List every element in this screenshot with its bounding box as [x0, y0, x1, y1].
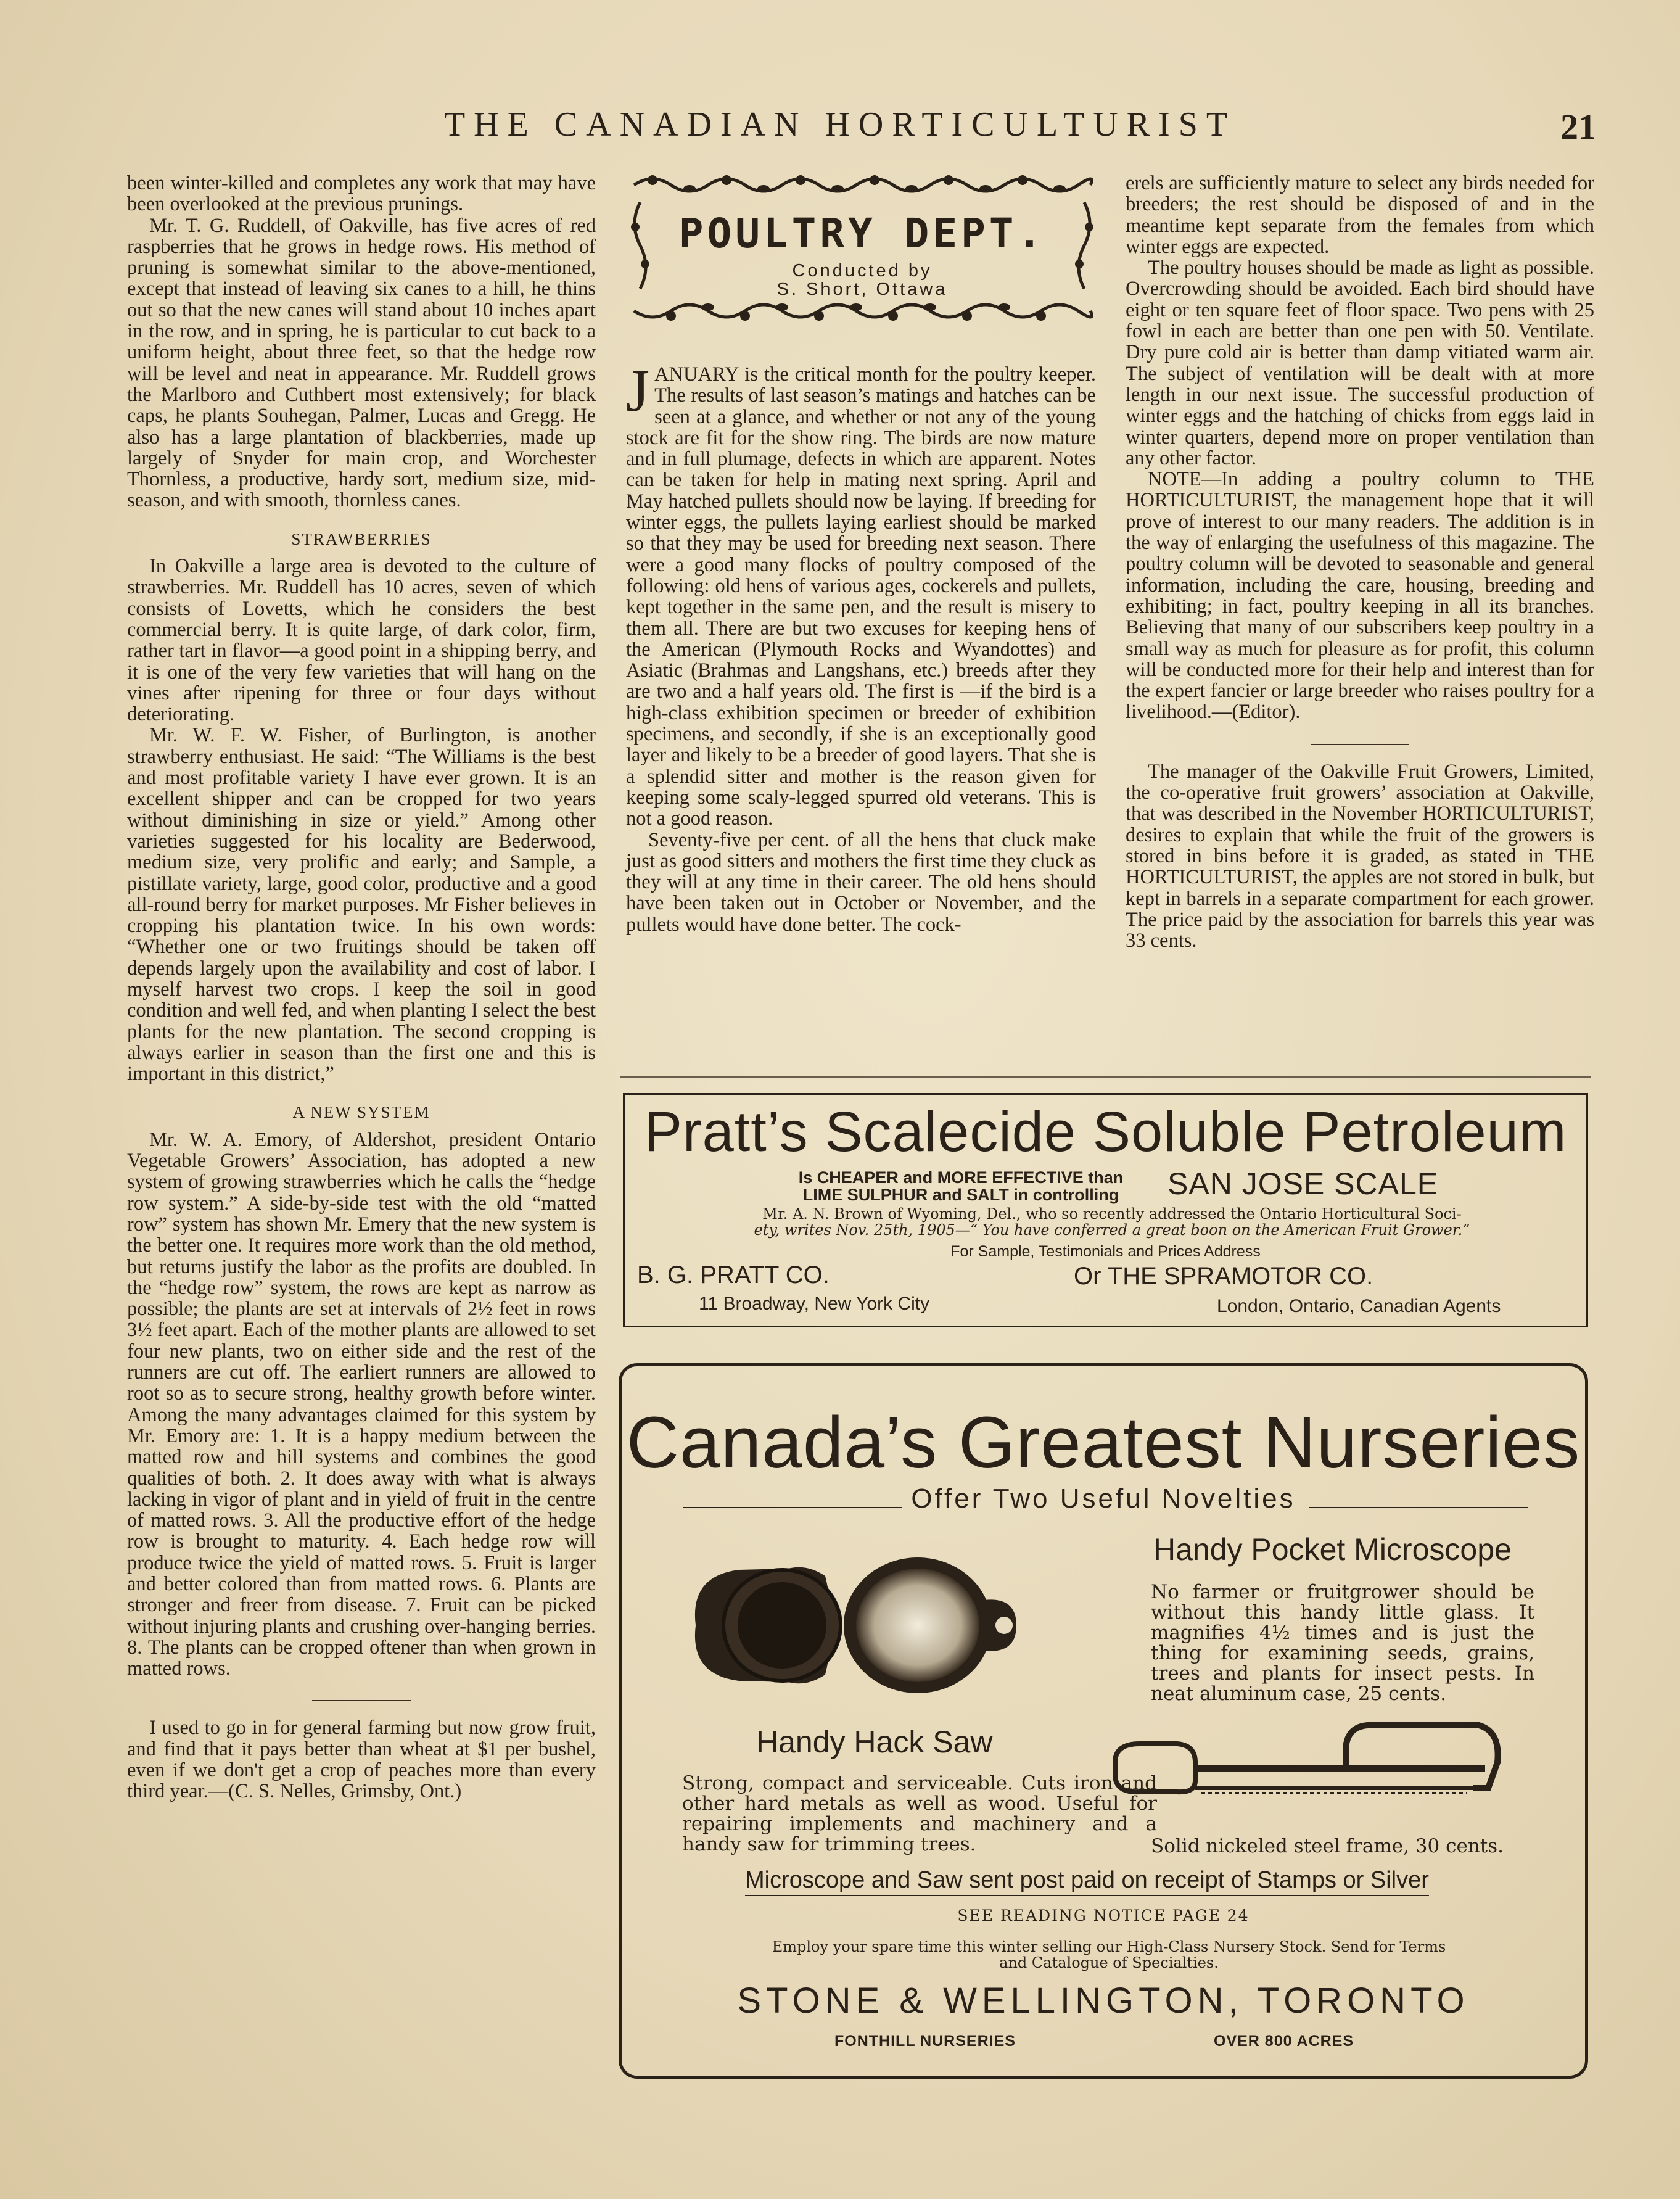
hacksaw-heading: Handy Hack Saw [756, 1725, 993, 1759]
mail-line: Microscope and Saw sent post paid on receipt of Stamps or Silver [745, 1867, 1429, 1896]
paragraph: The manager of the Oakville Fruit Growers, Limited, the co-operative fruit growers’ association at Oakville, that was described in the November HORTICULTURIST, desires to explain that while the fruit of the growers is stored in bins before it is graded, as stated in THE HORTICULTURIST, the apples are not stored in bulk, but kept in barrels in a separate compartment for each grower. The price paid by the association for barrels this year was 33 cents. [1126, 760, 1594, 952]
testimonial-line: ety, writes Nov. 25th, 1905—“ You have conferred a great boon on the American Fruit Grower.” [754, 1221, 1470, 1239]
microscope-illustration-icon [683, 1551, 1152, 1712]
pratt-claim [760, 1169, 1161, 1203]
pratt-advertisement [623, 1093, 1588, 1327]
paragraph [626, 358, 1096, 830]
pratt-headline: Pratt’s Scalecide Soluble Petroleum [644, 1100, 1567, 1163]
san-jose-scale: SAN JOSE SCALE [1167, 1166, 1439, 1201]
paragraph-note: NOTE—In adding a poultry column to THE HORTICULTURIST, the management hope that it will prove of interest to our many readers. The addition is in the way of enlarging the usefulness of this magazine. The poultry column will be devoted to seasonable and general information, including the care, housing, breeding and exhibiting; in fact, poultry keeping in all its branches. Believing that many of our subscribers keep poultry in a small way as much for pleasure as for profit, this column will be conducted more for their help and interest than for the expert fancier or large breeder who raises poultry for a livelihood.—(Editor). [1126, 468, 1594, 724]
pratt-company: B. G. PRATT CO. [637, 1261, 830, 1289]
byline-conducted: Conducted by [792, 261, 933, 281]
paragraph: The poultry houses should be made as light as possible. Overcrowding should be avoided. Each bird should have eight or ten square feet of floor space. Two pens with 25 fowl in each are better than one pen with 50. Ventilate. Dry pure cold air is better than damp vitiated warm air. The subject of ventilation will be dealt with at more length in our next issue. The successful production of winter eggs and the hatching of chicks from eggs laid in winter quarters, depend more on proper ventilation than any other factor. [1126, 257, 1594, 469]
section-heading-strawberries: STRAWBERRIES [291, 529, 432, 548]
rule-right [1309, 1507, 1528, 1508]
paragraph: Mr. T. G. Ruddell, of Oakville, has five acres of red raspberries that he grows in hedge rows. His method of pruning is somewhat similar to the above-mentioned, except that instead of leaving six canes to a hill, he thins out so that the new canes will stand about 10 inches apart in the row, and in spring, he is particular to cut back to a uniform height, about three feet, so that the hedge row will be level and neat in appearance. Mr. Ruddell grows the Marlboro and Cuthbert most extensively; for black caps, he plants Souhegan, Palmer, Lucas and Gregg. He also has a large plantation of blackberries, made up largely of Snyder for main crop, and Worchester Thornless, a productive, hardy sort, medium size, mid-season, and with smooth, thornless canes. [127, 214, 596, 512]
paragraph: erels are sufficiently mature to select any birds needed for breeders; the rest should be disposed of and in the meantime kept separate from the females from which winter eggs are expected. [1126, 172, 1594, 258]
spramotor-company: Or THE SPRAMOTOR CO. [1074, 1263, 1373, 1290]
firm-name: STONE & WELLINGTON, TORONTO [737, 1981, 1470, 2021]
hacksaw-illustration-icon [1103, 1719, 1534, 1830]
page-number: 21 [1560, 107, 1596, 147]
employ-text: Employ your spare time this winter selling our High-Class Nursery Stock. Send for Terms [772, 1938, 1446, 1955]
microscope-heading: Handy Pocket Microscope [1153, 1532, 1512, 1567]
pratt-address: 11 Broadway, New York City [699, 1293, 930, 1314]
page-header: THE CANADIAN HORTICULTURIST [443, 105, 1237, 144]
nurseries-title: Canada’s Greatest Nurseries [626, 1402, 1581, 1483]
poultry-title: POULTRY DEPT. [678, 210, 1046, 257]
acres-label: OVER 800 ACRES [1214, 2032, 1354, 2050]
drop-cap: J [626, 358, 650, 424]
paragraph: Seventy-five per cent. of all the hens that cluck make just as good sitters and mothers the first time they cluck as they will at any time in their career. The old hens should have been taken out in October or November, and the pullets would have done better. The cock- [626, 828, 1096, 936]
paragraph: Mr. W. A. Emory, of Aldershot, president Ontario Vegetable Growers’ Association, has adopted a new system of growing strawberries which he calls the “hedge row system.” A side-by-side test with the old “matted row” system has shown Mr. Emery that the new system is the better one. It requires more work than the old method, but returns justify the labor as the profits are doubled. In the “hedge row” system, the rows are kept as narrow as possible; the plants are set at intervals of 2½ feet in rows 3½ feet apart. Each of the mother plants are allowed to set four new plants, two on either side and the rest of the runners are cut off. The earliert runners are allowed to root so as to secure strong, healthy growth before winter. Among the many advantages claimed for this system by Mr. Emory are: 1. It is a happy medium between the matted row and hill systems and combines the good qualities of both. 2. It does away with what is always lacking in vigor of plant and in yield of fruit in the centre of matted rows. 3. All the productive effort of the hedge row is brought to maturity. 4. Each hedge row will produce twice the yield of matted rows. 5. Fruit is larger and better colored than from matted rows. 6. Plants are stronger and freer from disease. 7. Fruit can be picked without injuring plants and crushing over-hanging berries. 8. The plants can be cropped oftener than when grown in matted rows. [127, 1128, 596, 1680]
pratt-testimonial [717, 1206, 1507, 1238]
microscope-text: No farmer or fruitgrower should be without this handy little glass. It magnifies 4½ times and is just the thing for examining seeds, grains, trees and plants for insect pests. In neat aluminum case, 25 cents. [1151, 1581, 1534, 1705]
column-2 [626, 358, 1096, 936]
claim-line: LIME SULPHUR and SALT in controlling [802, 1186, 1119, 1204]
paragraph: Mr. W. F. W. Fisher, of Burlington, is another strawberry enthusiast. He said: “The Williams is the best and most profitable variety I have ever grown. It is an excellent shipper and can be cropped for two years without diminishing in size or yield.” Among other varieties suggested for his locality are Bederwood, medium size, very prolific and early; and Sample, a pistillate variety, large, good color, productive and a good all-round berry for market purposes. Mr Fisher believes in cropping his plantation twice. In his own words: “Whether one or two fruitings should be taken off depends largely upon the availability and cost of labor. I myself harvest two crops. I keep the soil in good condition and well fed, and when planting I select the best plants for the new plantation. The second cropping is always earlier in season than the first one and this is important in this district,” [127, 724, 596, 1086]
employ-text: and Catalogue of Specialties. [999, 1954, 1219, 1971]
reading-notice: SEE READING NOTICE PAGE 24 [957, 1907, 1250, 1925]
testimonial-line: Mr. A. N. Brown of Wyoming, Del., who so recently addressed the Ontario Horticultural Soci- [762, 1205, 1462, 1223]
byline-author: S. Short, Ottawa [776, 279, 948, 299]
paragraph-text: ANUARY is the critical month for the poultry keeper. The results of last season’s matings and hatches can be seen at a glance, and whether or not any of the young stock are fit for the show ring. The birds are now mature and in full plumage, defects in which are apparent. Notes can be taken for help in mating next spring. April and May hatched pullets should now be laying. If breeding for winter eggs, the pullets laying earliest should be marked so that they may be used for breeding next season. There were a good many flocks of poultry composed of the following: old hens of various ages, cockerels and pullets, kept together in the same pen, and the result is misery to them all. There are but two excuses for keeping hens of the American (Plymouth Rocks and Wyandottes) and Asiatic (Brahmas and Langshans, etc.) breeds after they are two and a half years old. The first is —if the bird is a high-class exhibition specimen or breeder of exhibition specimens, and secondly, if she is an exceptionally good layer and likely to be a breeder of good layers. That she is a splendid sitter and mother is the reason given for keeping some scaly-legged spurred old veterans. This is not a good reason. [626, 363, 1096, 830]
nurseries-offer: Offer Two Useful Novelties [911, 1483, 1296, 1514]
fonthill-label: FONTHILL NURSERIES [834, 2032, 1016, 2050]
column-1 [127, 173, 596, 1802]
poultry-byline [628, 262, 1097, 299]
vine-ornament-icon [628, 300, 1097, 324]
paragraph: I used to go in for general farming but now grow fruit, and find that it pays better than wheat at $1 per bushel, even if we don't get a crop of peaches more than every third year.—(C. S. Nelles, Grimsby, Ont.) [127, 1717, 596, 1803]
hacksaw-text: Strong, compact and serviceable. Cuts iron and other hard metals as well as wood. Useful for repairing implements and machinery and a handy saw for trimming trees. [682, 1772, 1157, 1855]
column-3 [1126, 173, 1594, 951]
separator-rule [312, 1700, 411, 1701]
pratt-sample-line: For Sample, Testimonials and Prices Address [950, 1243, 1261, 1260]
section-heading-new-system: A NEW SYSTEM [292, 1103, 430, 1122]
horizontal-rule [620, 1076, 1591, 1078]
paragraph: In Oakville a large area is devoted to the culture of strawberries. Mr. Ruddell has 10 acres, seven of which consists of Lovetts, which he considers the best commercial berry. It is quite large, of dark color, firm, rather tart in flavor—a good point in a shipping berry, and it is one of the very few varieties that will hang on the vines after ripening for three or four days without deteriorating. [127, 555, 596, 726]
employ-line [683, 1939, 1534, 1971]
hacksaw-price: Solid nickeled steel frame, 30 cents. [1151, 1835, 1504, 1857]
claim-line: Is CHEAPER and MORE EFFECTIVE than [798, 1168, 1124, 1187]
separator-rule [1311, 744, 1409, 745]
poultry-dept-header [628, 171, 1097, 326]
nurseries-advertisement [619, 1363, 1588, 2079]
vine-ornament-icon [628, 171, 1097, 196]
paragraph: been winter-killed and completes any work that may have been overlooked at the previous prunings. [127, 172, 596, 216]
spramotor-address: London, Ontario, Canadian Agents [1217, 1296, 1501, 1316]
